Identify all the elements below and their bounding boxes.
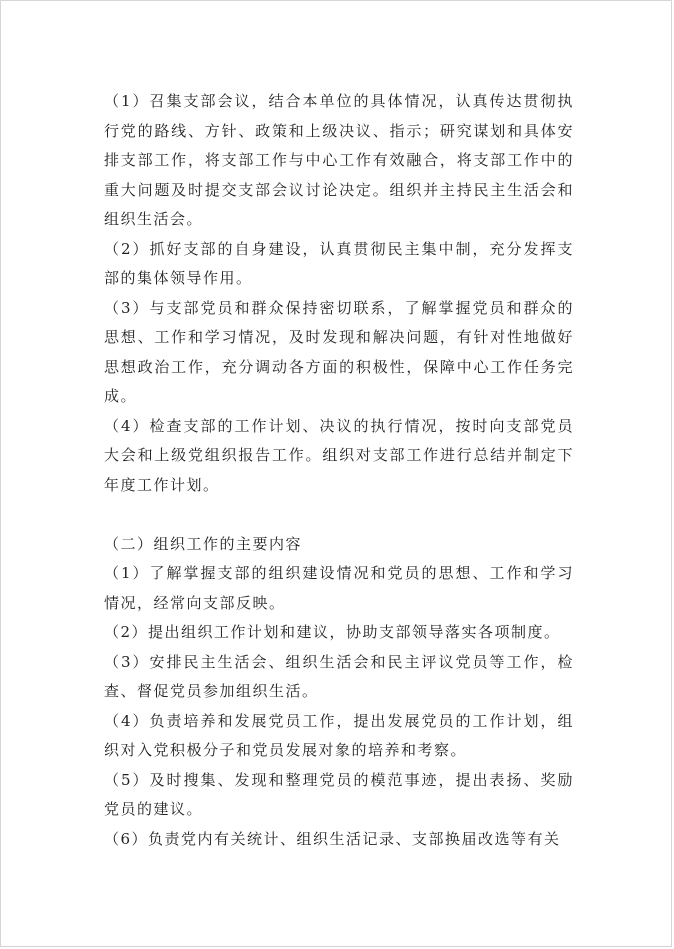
paragraph-1-1: （1）召集支部会议，结合本单位的具体情况，认真传达贯彻执行党的路线、方针、政策和上级决议、指示；研究谋划和具体安排支部工作，将支部工作与中心工作有效融合，将支部工作中的重大问题及时提交支部会议讨论决定。组织并主持民主生活会和组织生活会。 — [104, 92, 574, 228]
paragraph-2-3: （3）安排民主生活会、组织生活会和民主评议党员等工作，检查、督促党员参加组织生活。 — [104, 652, 574, 700]
paragraph-1-2: （2）抓好支部的自身建设，认真贯彻民主集中制，充分发挥支部的集体领导作用。 — [104, 239, 574, 287]
section-gap — [104, 500, 574, 530]
document-body — [104, 87, 574, 854]
paragraph-2-5: （5）及时搜集、发现和整理党员的模范事迹，提出表扬、奖励党员的建议。 — [104, 770, 574, 818]
paragraph-2-2: （2）提出组织工作计划和建议，协助支部领导落实各项制度。 — [104, 623, 561, 641]
section-heading: （二）组织工作的主要内容 — [104, 534, 303, 553]
paragraph-2-1: （1）了解掌握支部的组织建设情况和党员的思想、工作和学习情况，经常向支部反映。 — [104, 564, 574, 612]
paragraph-1-4: （4）检查支部的工作计划、决议的执行情况，按时向支部党员大会和上级党组织报告工作。组织对支部工作进行总结并制定下年度工作计划。 — [104, 416, 574, 494]
paragraph-1-3: （3）与支部党员和群众保持密切联系，了解掌握党员和群众的思想、工作和学习情况，及时发现和解决问题，有针对性地做好思想政治工作，充分调动各方面的积极性，保障中心工作任务完成。 — [104, 298, 574, 405]
paragraph-2-6: （6）负责党内有关统计、组织生活记录、支部换届改选等有关 — [104, 829, 561, 848]
paragraph-2-4: （4）负责培养和发展党员工作，提出发展党员的工作计划，组织对入党积极分子和党员发展对象的培养和考察。 — [104, 711, 574, 759]
